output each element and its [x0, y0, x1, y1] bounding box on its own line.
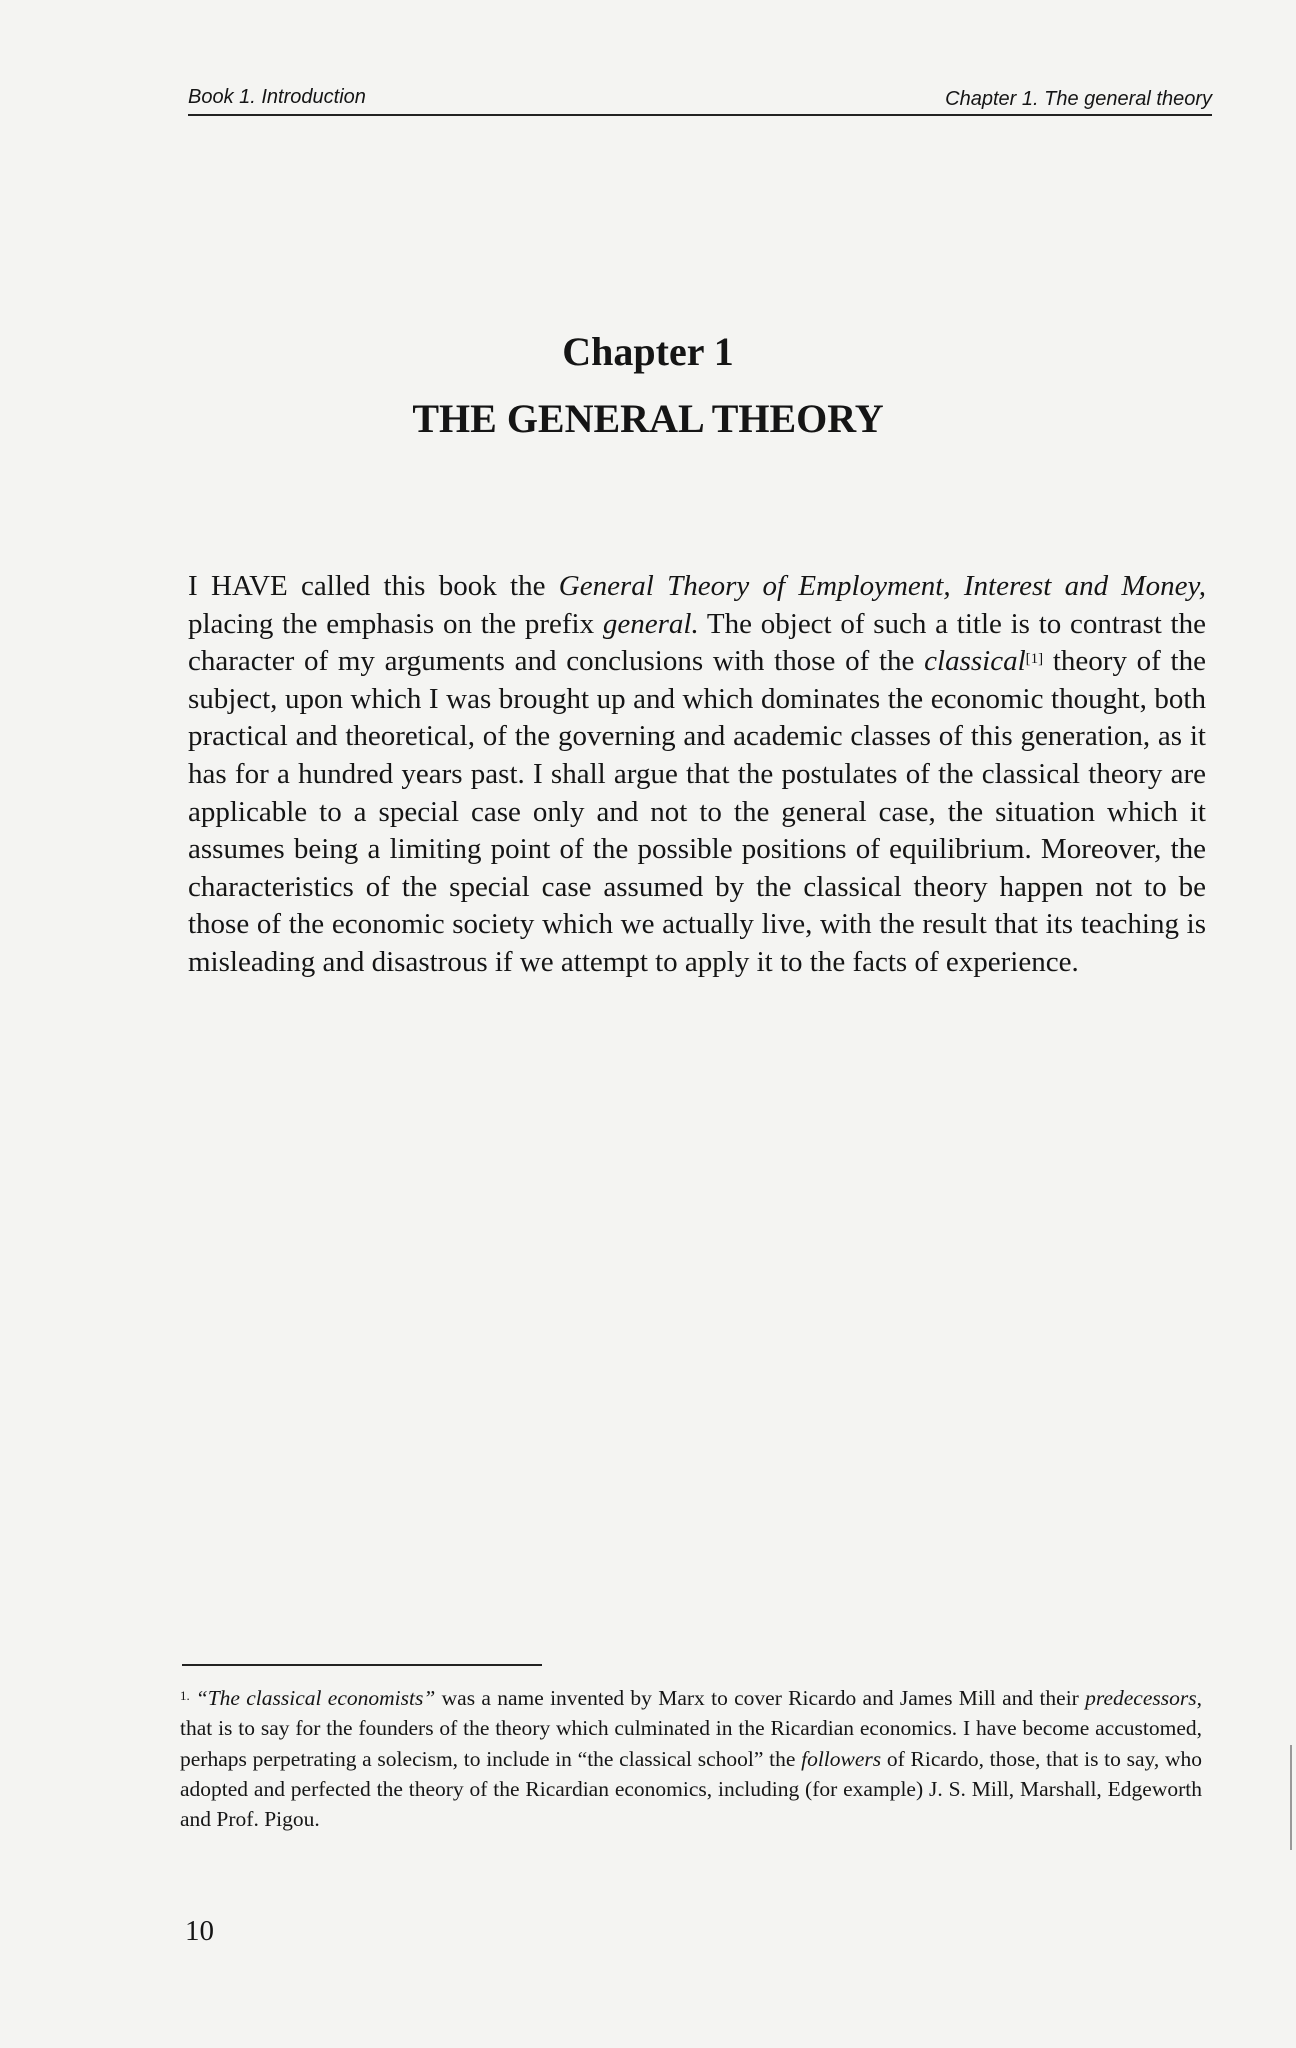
general-italic: general. [602, 607, 699, 640]
predecessors-italic: predecessors [1085, 1686, 1197, 1710]
footnote-reference: [1] [1025, 651, 1044, 668]
footnote-text-segment: of Ricardo, those, that is to say, who adopted and perfected the theory of the Ricardian economics, including (for example) J. S. Mill, Marshall, Edgeworth and Prof. Pigou. [180, 1746, 1202, 1832]
body-text-segment: The object of such a title is to contrast the character of my arguments and conclusions with those of the [188, 607, 1206, 678]
page-number: 10 [185, 1915, 214, 1947]
scan-edge-mark [1290, 1745, 1292, 1850]
classical-italic: classical [924, 645, 1026, 678]
footnote-rule [182, 1664, 542, 1666]
chapter-title: THE GENERAL THEORY [412, 396, 884, 441]
chapter-number: Chapter 1 [562, 329, 734, 374]
footnote-text-segment: was a name invented by Marx to cover Ricardo and James Mill and their [435, 1686, 1086, 1710]
footnote-quote-italic: “The classical economists” [195, 1686, 436, 1710]
footnote-text-segment: , that is to say for the founders of the theory which culminated in the Ricardian economics. I have become accustomed, perhaps perpetrating a solecism, to include in “the classical school” the [180, 1686, 1202, 1771]
footnote-marker: 1. [180, 1688, 190, 1703]
body-text-segment: I HAVE called this book the [188, 570, 559, 602]
body-text-segment: placing the emphasis on the prefix [188, 607, 603, 640]
body-text-segment: theory of the subject, upon which I was brought up and which dominates the economic thought, both practical and theoretical, of the governing and academic classes of this generation, as it has for a hundred years past. I shall argue that the postulates of the classical theory are applicable to a special case only and not to the general case, the situation which it assumes being a limiting point of the possible positions of equilibrium. Moreover, the characteristics of the special case assumed by the classical theory happen not to be those of the economic society which we actually live, with the result that its teaching is misleading and disastrous if we attempt to apply it to the facts of experience. [188, 645, 1206, 978]
running-head-left: Book 1. Introduction [188, 86, 366, 108]
running-head [188, 84, 1212, 116]
running-head-right: Chapter 1. The general theory [945, 88, 1212, 110]
followers-italic: followers [801, 1746, 882, 1771]
footnote [180, 1683, 1202, 1834]
book-title-italic: General Theory of Employment, Interest and Money, [558, 570, 1206, 602]
body-paragraph [188, 568, 1206, 982]
